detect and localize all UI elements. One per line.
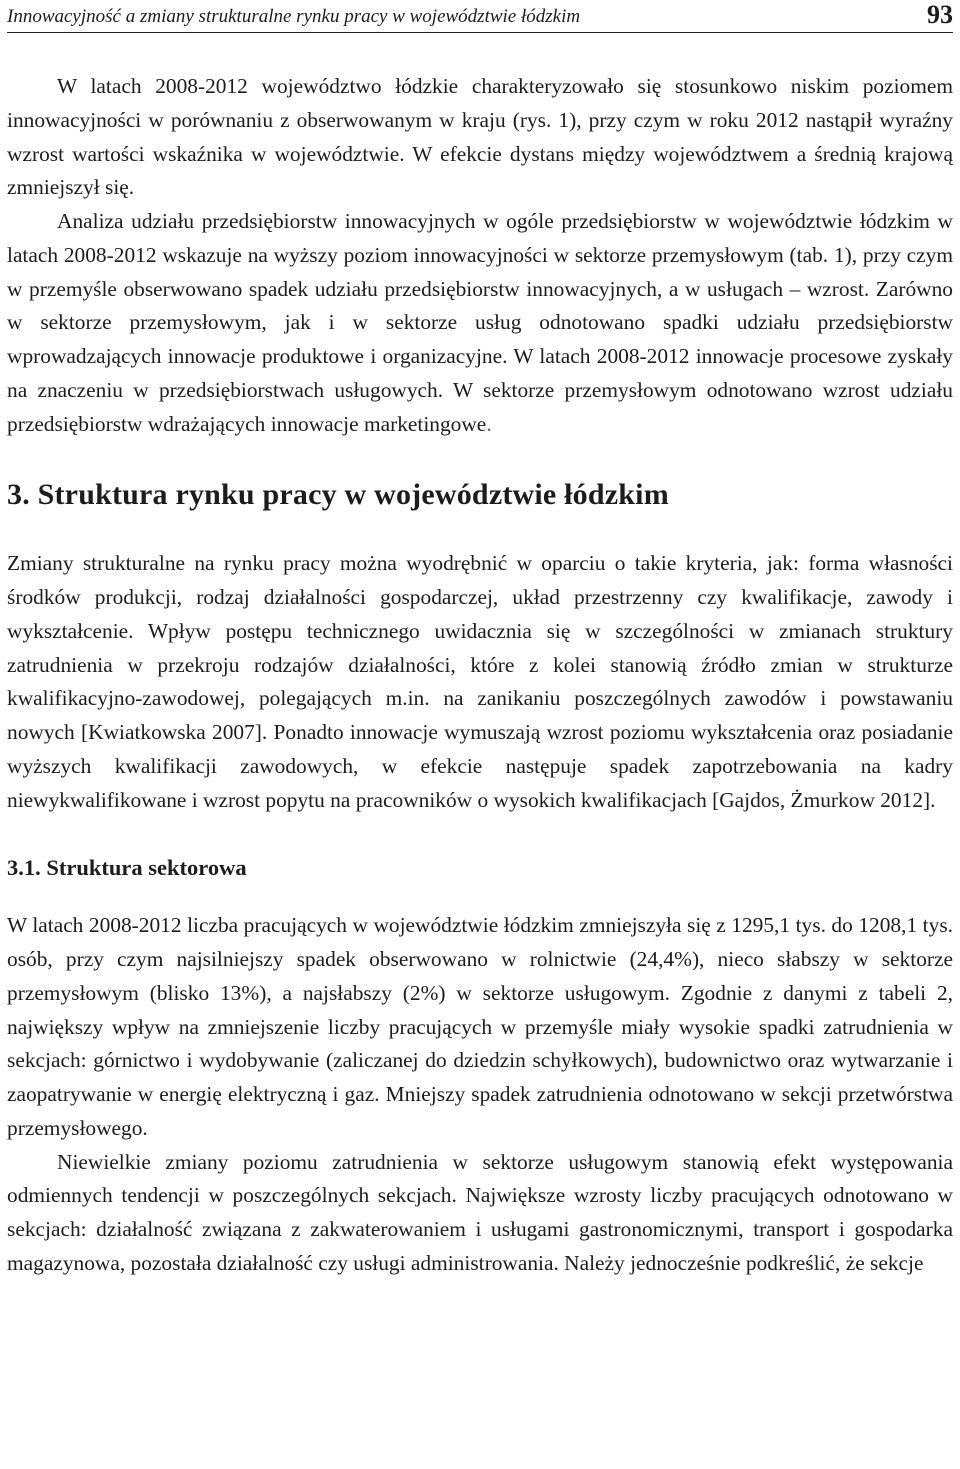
paragraph-section-3-1-b: Niewielkie zmiany poziomu zatrudnienia w sektorze usługowym stanowią efekt występowania odmiennych tendencji w poszczególnych sekcjach. Największe wzrosty liczby pracujących odnotowano w sekcjach: działalność związana z zakwaterowaniem i usługami gastronomicznymi, transport i gospodarka magazynowa, pozostała działalność czy usługi administrowania. Należy jednocześnie podkreślić, że sekcje [7, 1149, 953, 1275]
page-number: 93 [927, 0, 953, 29]
section-3-1-heading: 3.1. Struktura sektorowa [7, 855, 247, 881]
section-3-heading: 3. Struktura rynku pracy w województwie łódzkim [7, 478, 669, 512]
paragraph-section-3: Zmiany strukturalne na rynku pracy można wyodrębnić w oparciu o takie kryteria, jak: forma własności środków produkcji, rodzaj działalności gospodarczej, układ przestrzenny czy kwalifikacje, zawody i wykształcenie. Wpływ postępu technicznego uwidacznia się w szczególności w zmianach struktury zatrudnienia w przekroju rodzajów działalności, które z kolei stanowią źródło zmian w strukturze kwalifikacyjno-zawodowej, polegających m.in. na zanikaniu poszczególnych zawodów i powstawaniu nowych [Kwiatkowska 2007]. Ponadto innowacje wymuszają wzrost poziomu wykształcenia oraz posiadanie wyższych kwalifikacji zawodowych, w efekcie następuje spadek zapotrzebowania na kadry niewykwalifikowane i wzrost popytu na pracowników o wysokich kwalifikacjach [Gajdos, Żmurkow 2012]. [7, 551, 953, 812]
paragraph-section-3-1-a: W latach 2008-2012 liczba pracujących w województwie łódzkim zmniejszyła się z 1295,1 tys. do 1208,1 tys. osób, przy czym najsilniejszy spadek obserwowano w rolnictwie (24,4%), nieco słabszy w sektorze przemysłowym (blisko 13%), a najsłabszy (2%) w sektorze usługowym. Zgodnie z danymi z tabeli 2, największy wpływ na zmniejszenie liczby pracujących w przemyśle miały wysokie spadki zatrudnienia w sekcjach: górnictwo i wydobywanie (zaliczanej do dziedzin schyłkowych), budownictwo oraz wytwarzanie i zaopatrywanie w energię elektryczną i gaz. Mniejszy spadek zatrudnienia odnotowano w sekcji przetwórstwa przemysłowego. [7, 913, 953, 1140]
running-title: Innowacyjność a zmiany strukturalne rynku pracy w województwie łódzkim [7, 6, 581, 27]
page-header [7, 0, 953, 33]
paragraph-intro-1: W latach 2008-2012 województwo łódzkie charakteryzowało się stosunkowo niskim poziomem innowacyjności w porównaniu z obserwowanym w kraju (rys. 1), przy czym w roku 2012 nastąpił wyraźny wzrost wartości wskaźnika w województwie. W efekcie dystans między województwem a średnią krajową zmniejszył się. [7, 74, 953, 200]
red-period: . [486, 411, 492, 436]
body-text [7, 70, 953, 1281]
paragraph-intro-2-text: Analiza udziału przedsiębiorstw innowacyjnych w ogóle przedsiębiorstw w województwie łódzkim w latach 2008-2012 wskazuje na wyższy poziom innowacyjności w sektorze przemysłowym (tab. 1), przy czym w przemyśle obserwowano spadek udziału przedsiębiorstw innowacyjnych, a w usługach – wzrost. Zarówno w sektorze przemysłowym, jak i w sektorze usług odnotowano spadki udziału przedsiębiorstw wprowadzających innowacje produktowe i organizacyjne. W latach 2008-2012 innowacje procesowe zyskały na znaczeniu w przedsiębiorstwach usługowych. W sektorze przemysłowym odnotowano wzrost udziału przedsiębiorstw wdrażających innowacje marketingowe [7, 209, 953, 436]
paragraph-intro-2 [7, 205, 953, 441]
